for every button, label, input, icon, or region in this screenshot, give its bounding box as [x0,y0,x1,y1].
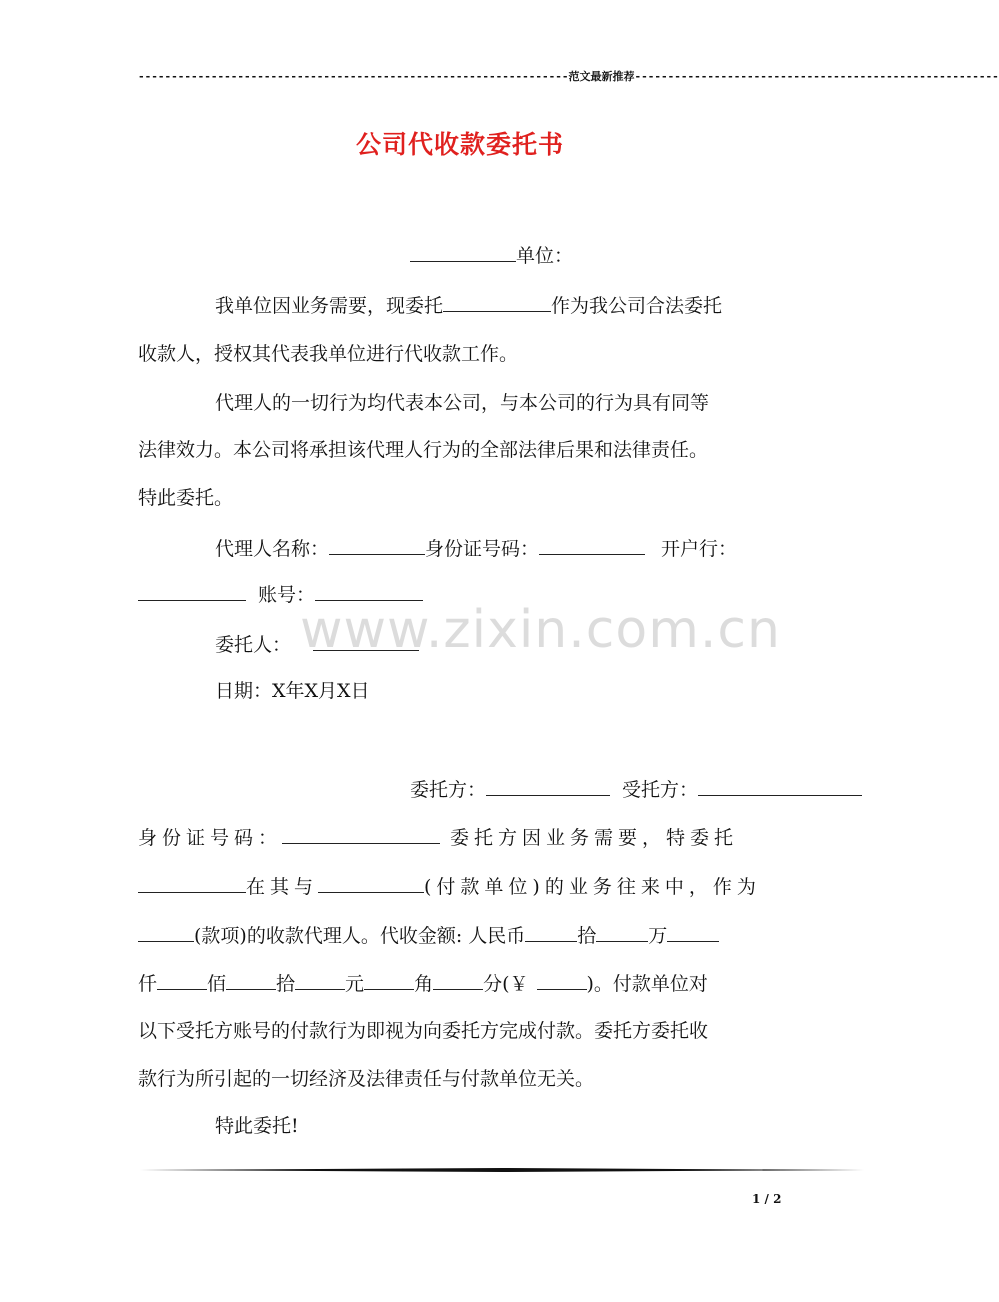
watermark: www.zixin.com.cn [300,600,781,660]
amount-blank-7 [364,969,414,990]
agent-name-label: 代理人名称： [215,538,330,560]
closing-line: 特此委托! [215,1115,299,1137]
unit-wan: 万 [648,925,668,947]
footer-rule [140,1168,864,1172]
paragraph-2-line-3: 特此委托。 [138,487,234,509]
date-line: 日期：X年X月X日 [215,680,370,702]
s2-text-a: 在其与 [246,876,319,898]
account-blank [315,580,423,601]
parties-line [410,775,862,804]
principal-party-label: 委托方： [410,779,487,801]
header-banner: -----------------------------------------------------------------范文最新推荐------------------------------------------------------- [138,70,999,83]
agent-name-blank [329,534,425,555]
agent-party-label: 受托方： [622,779,699,801]
amount-blank-total [537,969,587,990]
p1-text-a: 我单位因业务需要，现委托 [215,295,444,317]
id-number-blank [539,534,645,555]
unit-shi: 拾 [577,925,597,947]
agent-info-line [215,534,737,563]
s5-line: 以下受托方账号的付款行为即视为向委托方完成付款。委托方委托收 [138,1020,709,1042]
amount-blank-4 [157,969,207,990]
principal-label: 委托人： [215,634,292,656]
item-blank [138,921,194,942]
s4-line [138,969,708,998]
paragraph-2-line-1: 代理人的一切行为均代表本公司，与本公司的行为具有同等 [215,392,710,414]
unit-blank [410,241,516,262]
page-number: 1 / 2 [752,1192,782,1206]
bank-label: 开户行： [661,538,738,560]
unit-fen: 分(￥ [483,973,529,995]
unit-line [410,241,573,270]
unit-shi-2: 拾 [276,973,296,995]
bank-blank [138,580,246,601]
s6-line: 款行为所引起的一切经济及法律责任与付款单位无关。 [138,1068,595,1090]
s3-line [138,921,719,950]
s4-end-text: )。付款单位对 [586,973,708,995]
document-title: 公司代收款委托书 [355,130,564,159]
id-label-2: 身份证号码： [138,827,283,849]
account-label: 账号： [258,584,316,606]
p1-text-b: 作为我公司合法委托 [551,295,723,317]
amount-blank-8 [433,969,483,990]
unit-qian: 仟 [138,973,158,995]
unit-jiao: 角 [414,973,434,995]
id-number-label: 身份证号码： [425,538,540,560]
s1-text: 委托方因业务需要，特委托 [450,827,739,849]
amount-blank-5 [226,969,276,990]
amount-blank-6 [295,969,345,990]
principal-party-blank [486,775,610,796]
s3-text: (款项)的收款代理人。代收金额: 人民币 [194,925,526,947]
unit-bai: 佰 [207,973,227,995]
paragraph-1-line-2: 收款人，授权其代表我单位进行代收款工作。 [138,343,519,365]
s2-text-b: (付款单位)的业务往来中，作为 [424,876,761,898]
amount-blank-1 [525,921,577,942]
payer-blank [318,872,424,893]
unit-yuan: 元 [345,973,365,995]
amount-blank-2 [596,921,648,942]
s2-line [138,872,761,901]
amount-blank-3 [667,921,719,942]
agent-party-blank [698,775,862,796]
trustee-blank-2 [138,872,246,893]
id-blank-2 [282,823,440,844]
unit-label: 单位： [516,245,574,267]
paragraph-2-line-2: 法律效力。本公司将承担该代理人行为的全部法律后果和法律责任。 [138,439,709,461]
trustee-blank [443,291,551,312]
id-line [138,823,738,852]
paragraph-1-line-1 [215,291,722,320]
